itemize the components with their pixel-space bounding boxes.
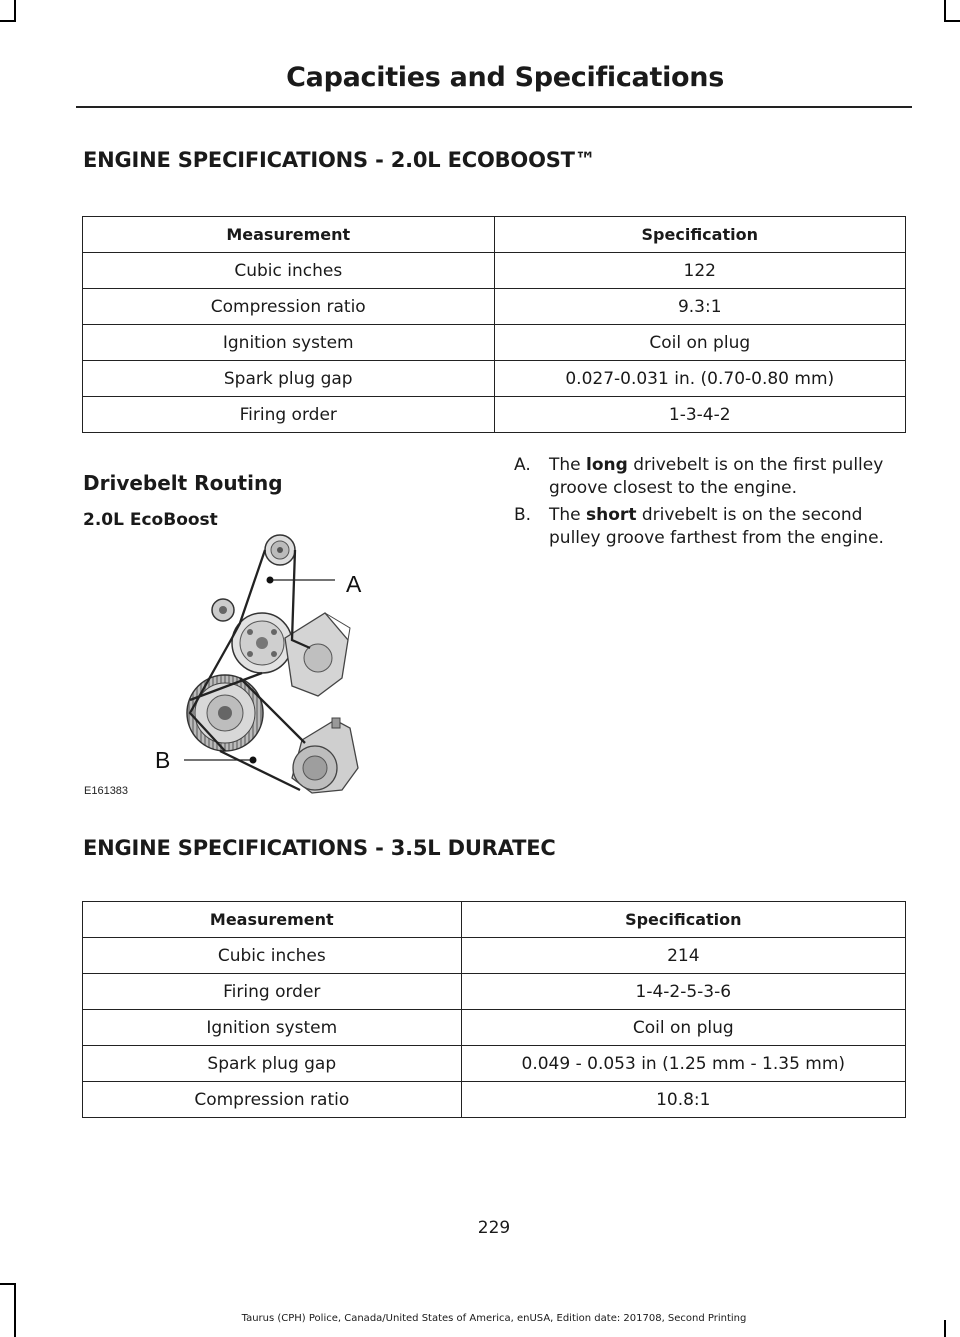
ecoboost-spec-table bbox=[82, 216, 906, 433]
measurement-cell: Ignition system bbox=[83, 1010, 462, 1046]
specification-cell: 1-3-4-2 bbox=[494, 397, 906, 433]
section-heading-ecoboost: ENGINE SPECIFICATIONS - 2.0L ECOBOOST™ bbox=[83, 148, 596, 172]
measurement-cell: Firing order bbox=[83, 974, 462, 1010]
table-row bbox=[83, 1046, 906, 1082]
specification-cell: 122 bbox=[494, 253, 906, 289]
pulley-idler-small bbox=[212, 599, 234, 621]
legend-emphasis: short bbox=[586, 505, 637, 525]
drivebelt-engine-subheading: 2.0L EcoBoost bbox=[83, 510, 218, 530]
column-header-measurement: Measurement bbox=[83, 217, 495, 253]
legend-text: drivebelt is on the first pulley groove closest to the engine. bbox=[549, 455, 884, 498]
legend-text: The bbox=[549, 505, 587, 525]
column-header-specification: Specification bbox=[494, 217, 906, 253]
measurement-cell: Cubic inches bbox=[83, 938, 462, 974]
specification-cell: 0.049 - 0.053 in (1.25 mm - 1.35 mm) bbox=[461, 1046, 905, 1082]
column-header-specification: Specification bbox=[461, 902, 905, 938]
duratec-spec-table bbox=[82, 901, 906, 1118]
callout-b-label: B bbox=[155, 747, 171, 773]
specification-cell: Coil on plug bbox=[461, 1010, 905, 1046]
chapter-title: Capacities and Specifications bbox=[286, 62, 724, 93]
list-marker: A. bbox=[514, 455, 531, 475]
legend-emphasis: long bbox=[586, 455, 628, 475]
measurement-cell: Ignition system bbox=[83, 325, 495, 361]
specification-cell: 10.8:1 bbox=[461, 1082, 905, 1118]
crop-mark-bottom-left-v bbox=[14, 1283, 16, 1337]
drivebelt-routing-heading: Drivebelt Routing bbox=[83, 471, 283, 495]
crop-mark-top-left-h bbox=[0, 20, 16, 22]
specification-cell: Coil on plug bbox=[494, 325, 906, 361]
callout-a bbox=[267, 571, 363, 597]
table-row bbox=[83, 253, 906, 289]
legend-text: drivebelt is on the second pulley groove farthest from the engine. bbox=[549, 505, 884, 548]
table-row bbox=[83, 289, 906, 325]
specification-cell: 1-4-2-5-3-6 bbox=[461, 974, 905, 1010]
table-header-row bbox=[83, 902, 906, 938]
legend-text: The bbox=[549, 455, 587, 475]
specification-cell: 0.027-0.031 in. (0.70-0.80 mm) bbox=[494, 361, 906, 397]
column-header-measurement: Measurement bbox=[83, 902, 462, 938]
drivebelt-routing-figure bbox=[80, 528, 400, 808]
callout-b bbox=[155, 747, 257, 773]
table-row bbox=[83, 938, 906, 974]
crop-mark-top-left-v bbox=[14, 0, 16, 22]
page-number: 229 bbox=[477, 1218, 511, 1238]
crop-mark-bottom-left-h bbox=[0, 1283, 16, 1285]
table-row bbox=[83, 361, 906, 397]
specification-cell: 9.3:1 bbox=[494, 289, 906, 325]
specification-cell: 214 bbox=[461, 938, 905, 974]
measurement-cell: Spark plug gap bbox=[83, 361, 495, 397]
table-row bbox=[83, 397, 906, 433]
crop-mark-top-right-h bbox=[944, 20, 960, 22]
measurement-cell: Spark plug gap bbox=[83, 1046, 462, 1082]
pulley-idler-top bbox=[265, 535, 295, 565]
crop-mark-top-right-v bbox=[944, 0, 946, 22]
engine-cover-housing bbox=[285, 613, 350, 696]
footer-edition-text: Taurus (CPH) Police, Canada/United States of America, enUSA, Edition date: 201708, Second Printing bbox=[241, 1313, 747, 1324]
list-item bbox=[514, 504, 910, 550]
measurement-cell: Cubic inches bbox=[83, 253, 495, 289]
ac-compressor bbox=[292, 718, 358, 793]
measurement-cell: Compression ratio bbox=[83, 289, 495, 325]
measurement-cell: Firing order bbox=[83, 397, 495, 433]
section-heading-duratec: ENGINE SPECIFICATIONS - 3.5L DURATEC bbox=[83, 836, 556, 860]
table-row bbox=[83, 1082, 906, 1118]
drivebelt-legend-list bbox=[514, 454, 910, 554]
table-row bbox=[83, 1010, 906, 1046]
table-row bbox=[83, 974, 906, 1010]
table-row bbox=[83, 325, 906, 361]
callout-a-label: A bbox=[346, 571, 362, 597]
list-item bbox=[514, 454, 910, 500]
measurement-cell: Compression ratio bbox=[83, 1082, 462, 1118]
list-marker: B. bbox=[514, 505, 532, 525]
table-header-row bbox=[83, 217, 906, 253]
figure-id: E161383 bbox=[84, 785, 129, 797]
header-rule bbox=[76, 106, 912, 108]
